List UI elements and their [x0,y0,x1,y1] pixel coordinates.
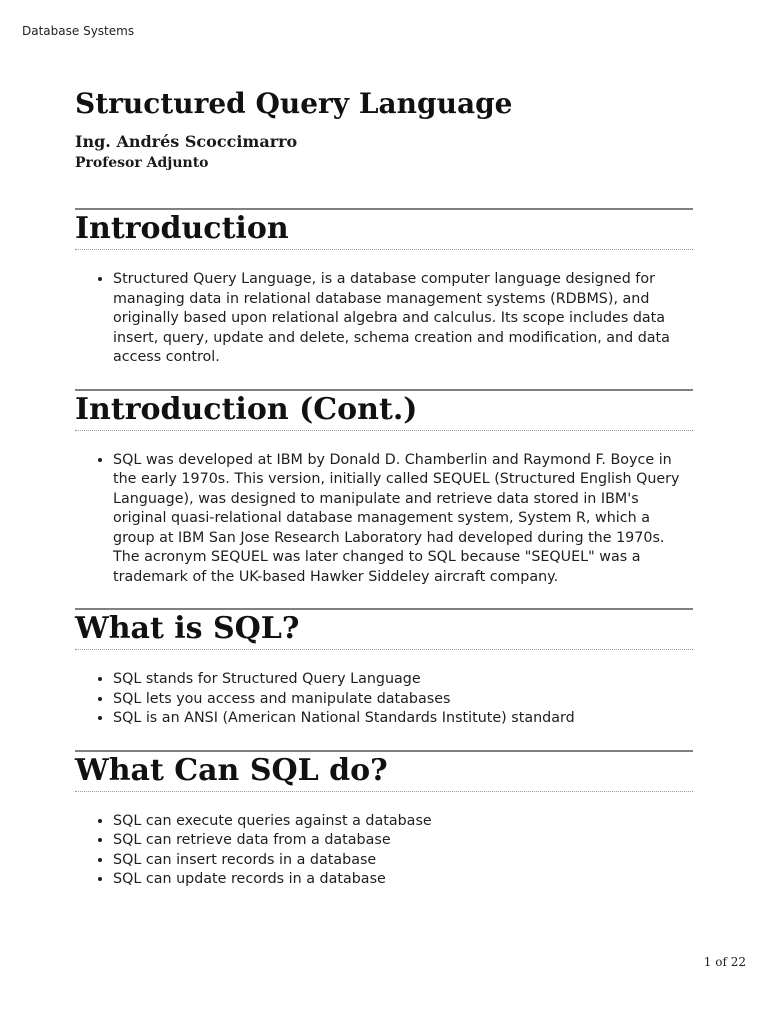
author-role: Profesor Adjunto [75,155,209,171]
section-title: What is SQL? [75,610,693,650]
author-name: Ing. Andrés Scoccimarro [75,132,298,151]
page-number: 1 of 22 [703,955,746,969]
section-title: Introduction [75,210,693,250]
section-what-can-sql-do [75,750,693,900]
section-title: What Can SQL do? [75,752,693,792]
list-item: • SQL can retrieve data from a database [113,831,693,851]
section-introduction-cont [75,389,693,609]
document-title: Structured Query Language [75,87,513,120]
section-introduction [75,208,693,389]
running-header: Database Systems [22,24,135,38]
list-item: • SQL can insert records in a database [113,851,693,871]
bullet-list [75,431,693,609]
section-what-is-sql [75,608,693,750]
list-item: • SQL is an ANSI (American National Standards Institute) standard [113,709,693,729]
list-item: • SQL was developed at IBM by Donald D. Chamberlin and Raymond F. Boyce in the early 1970s. This version, initially called SEQUEL (Structured English Query Language), was designed to manipulate and retrieve data stored in IBM's original quasi-relational database management system, System R, which a group at IBM San Jose Research Laboratory had developed during the 1970s. The acronym SEQUEL was later changed to SQL because "SEQUEL" was a trademark of the UK-based Hawker Siddeley aircraft company. [113,451,693,588]
list-item: • Structured Query Language, is a database computer language designed for managing data in relational database management systems (RDBMS), and originally based upon relational algebra and calculus. Its scope includes data insert, query, update and delete, schema creation and modification, and data access control. [113,270,693,368]
list-item: • SQL can update records in a database [113,870,693,890]
bullet-list [75,792,693,900]
page-content [75,84,693,900]
section-title: Introduction (Cont.) [75,391,693,431]
bullet-list [75,250,693,389]
list-item: • SQL stands for Structured Query Language [113,670,693,690]
list-item: • SQL can execute queries against a database [113,812,693,832]
bullet-list [75,650,693,750]
list-item: • SQL lets you access and manipulate databases [113,690,693,710]
